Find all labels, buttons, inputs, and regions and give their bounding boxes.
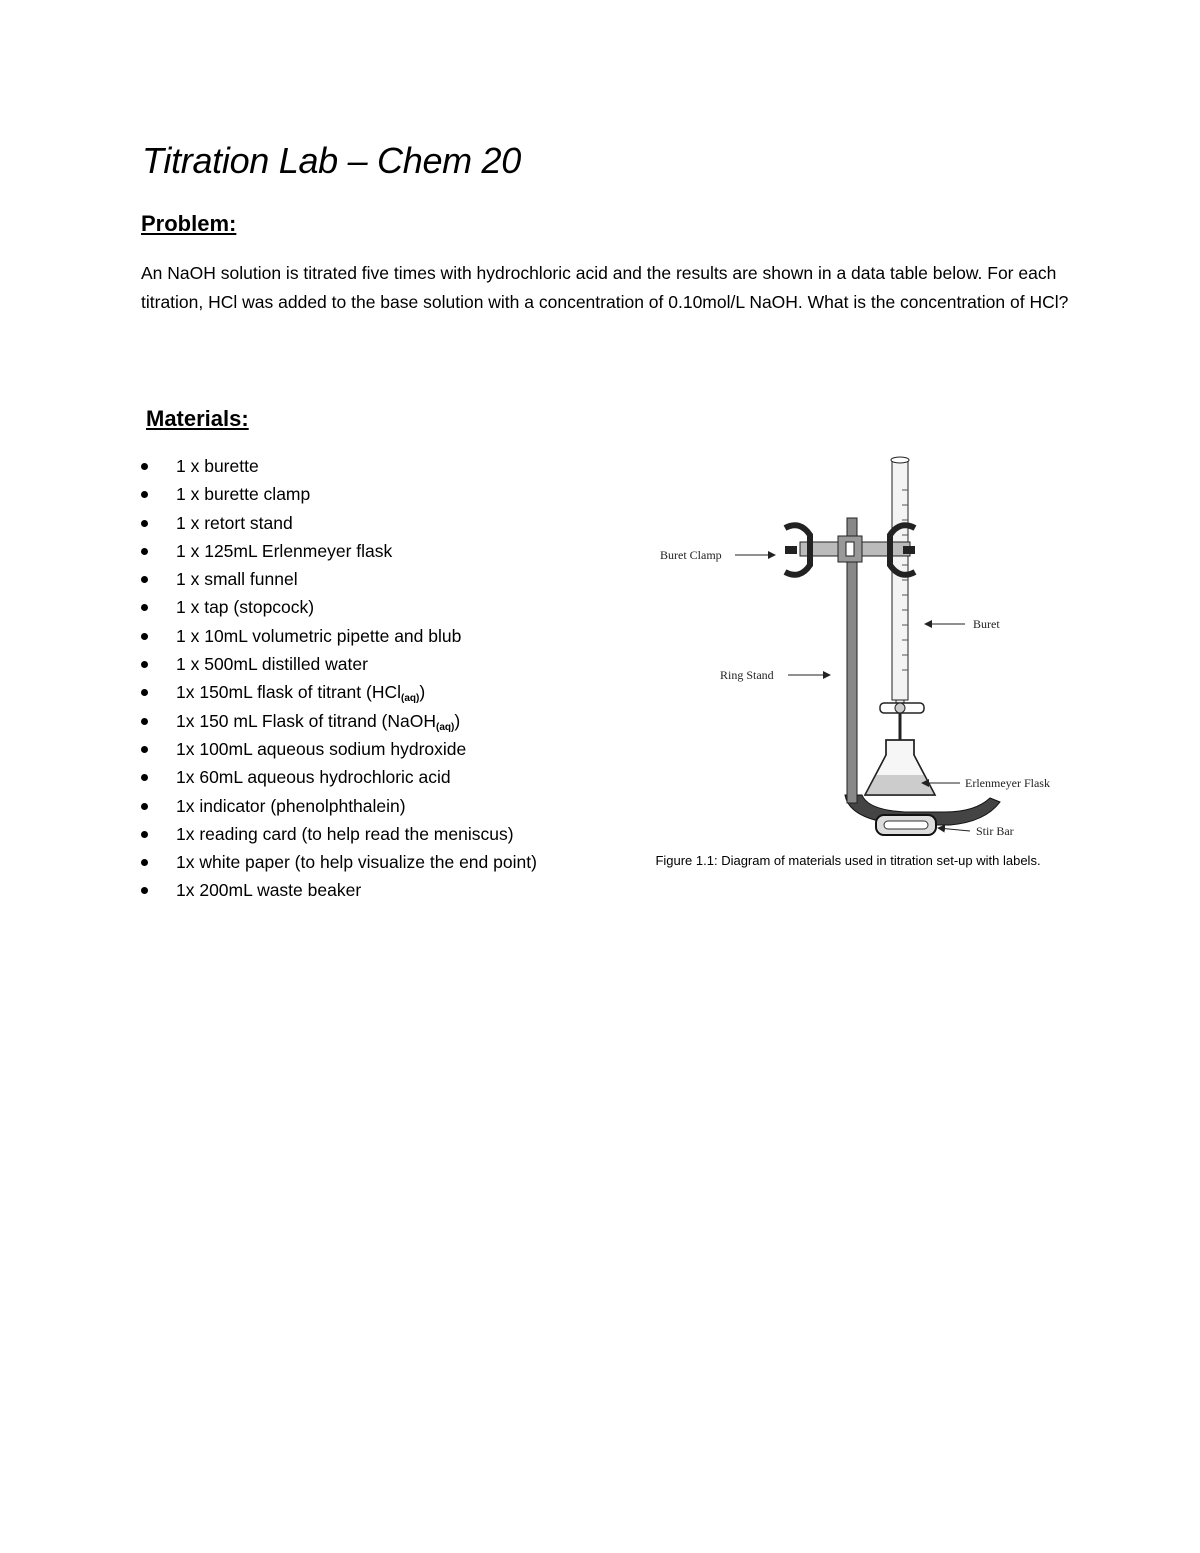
bullet-icon (141, 576, 148, 583)
materials-list (141, 452, 581, 905)
material-item-text: 1x 60mL aqueous hydrochloric acid (176, 767, 451, 788)
material-item-text: 1 x burette (176, 456, 259, 476)
bullet-icon (141, 859, 148, 866)
material-item-text: 1x indicator (phenolphthalein) (176, 795, 406, 816)
material-item-text-main: 1x 150 mL Flask of titrand (NaOH (176, 710, 437, 731)
material-item-text: 1 x 125mL Erlenmeyer flask (176, 540, 393, 561)
bullet-icon (141, 604, 148, 611)
material-item-text: 1 x burette clamp (176, 484, 311, 505)
bullet-icon (141, 689, 148, 696)
titration-setup-illustration (650, 450, 1070, 850)
material-item-text (176, 682, 426, 705)
bullet-icon (141, 887, 148, 894)
bullet-icon (141, 520, 148, 527)
bullet-icon (141, 803, 148, 810)
bullet-icon (141, 746, 148, 753)
material-item (141, 622, 581, 650)
erlenmeyer-flask (865, 740, 935, 795)
material-item (141, 735, 581, 763)
material-item (141, 678, 581, 706)
material-item (141, 792, 581, 820)
material-item-text: 1x white paper (to help visualize the end point) (176, 852, 537, 873)
material-item-text-tail: ) (454, 710, 461, 731)
buret (880, 457, 924, 740)
label-buret-clamp: Buret Clamp (660, 548, 722, 562)
bullet-icon (141, 774, 148, 781)
bullet-icon (141, 718, 148, 725)
problem-text: An NaOH solution is titrated five times with hydrochloric acid and the results are shown in a data table below. For each titration, HCl was added to the base solution with a concentration of 0.10mol/L NaOH. What is the concentration of HCl? (141, 263, 1069, 312)
label-erlenmeyer-flask: Erlenmeyer Flask (965, 776, 1050, 790)
material-item (141, 452, 581, 480)
bullet-icon (141, 491, 148, 498)
material-item (141, 509, 581, 537)
material-item (141, 707, 581, 735)
materials-heading: Materials: (146, 406, 249, 431)
material-item-text-main: 1x 150mL flask of titrant (HCl (176, 682, 401, 703)
material-item (141, 480, 581, 508)
material-item (141, 565, 581, 593)
material-item (141, 820, 581, 848)
problem-heading: Problem: (141, 211, 237, 236)
material-item-text: 1x 100mL aqueous sodium hydroxide (176, 738, 467, 759)
label-stir-bar: Stir Bar (976, 824, 1014, 838)
material-item-text: 1x reading card (to help read the meniscus) (176, 823, 514, 844)
bullet-icon (141, 831, 148, 838)
figure-caption: Figure 1.1: Diagram of materials used in titration set-up with labels. (655, 853, 1041, 868)
material-item (141, 593, 581, 621)
material-item (141, 537, 581, 565)
label-buret: Buret (973, 617, 1000, 631)
material-item-text: 1 x 500mL distilled water (176, 654, 368, 675)
material-item (141, 876, 581, 904)
label-ring-stand: Ring Stand (720, 668, 774, 682)
material-item-text: 1 x retort stand (176, 512, 293, 533)
state-subscript: (aq) (401, 693, 420, 705)
material-item-text: 1 x 10mL volumetric pipette and blub (176, 625, 462, 646)
material-item (141, 763, 581, 791)
material-item (141, 848, 581, 876)
state-subscript: (aq) (436, 721, 455, 733)
bullet-icon (141, 548, 148, 555)
material-item-text-tail: ) (419, 682, 426, 703)
bullet-icon (141, 463, 148, 470)
material-item-text: 1 x small funnel (176, 569, 298, 590)
material-item-text: 1 x tap (stopcock) (176, 597, 315, 618)
bullet-icon (141, 661, 148, 668)
page-title: Titration Lab – Chem 20 (142, 140, 521, 181)
material-item (141, 650, 581, 678)
material-item-text: 1x 200mL waste beaker (176, 880, 362, 901)
bullet-icon (141, 633, 148, 640)
titration-diagram (650, 450, 1070, 850)
material-item-text (176, 711, 460, 731)
